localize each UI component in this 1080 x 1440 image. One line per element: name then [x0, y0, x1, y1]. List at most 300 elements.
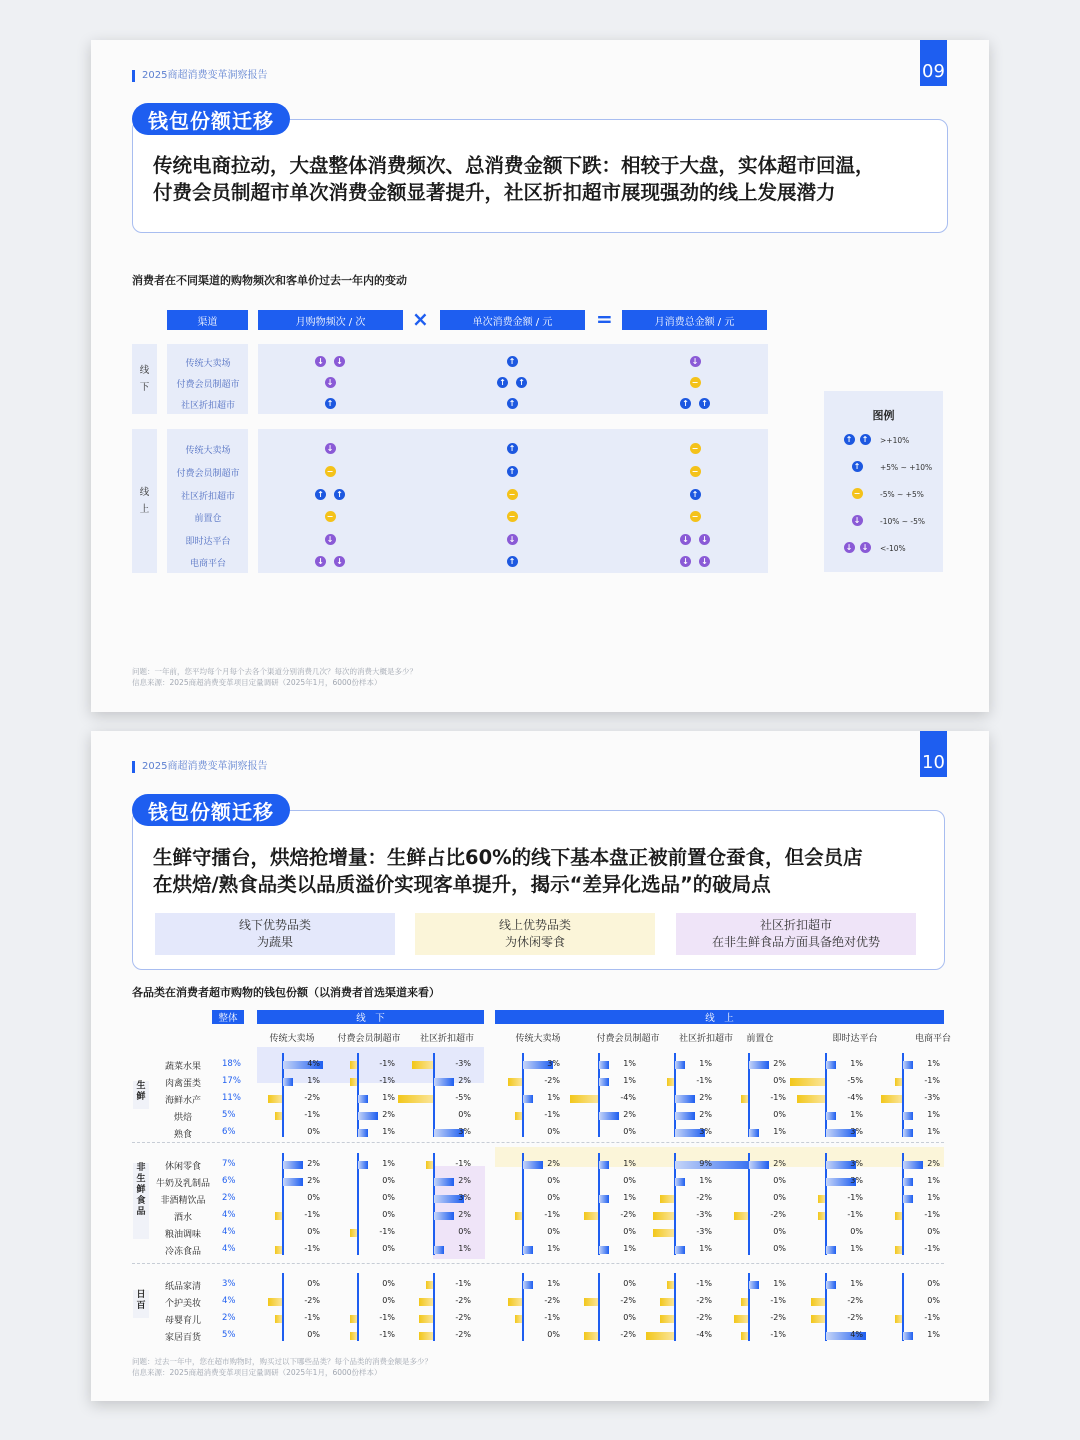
overall-share: 7%	[222, 1159, 236, 1169]
share-change-label: -1%	[379, 1330, 395, 1339]
share-change-label: 0%	[773, 1110, 786, 1119]
share-change-label: 0%	[382, 1279, 395, 1288]
flat-dash-icon: −	[507, 511, 518, 522]
share-change-bar	[881, 1095, 902, 1103]
share-change-bar	[895, 1212, 902, 1220]
share-change-bar	[826, 1061, 836, 1069]
headline-line: 传统电商拉动，大盘整体消费频次、总消费金额下跌：相较于大盘，实体超市回温，	[153, 154, 875, 177]
share-change-bar	[350, 1078, 357, 1086]
arrow-down-icon: ↓	[315, 556, 326, 567]
highlight-box	[676, 913, 916, 955]
share-change-label: -2%	[304, 1296, 320, 1305]
share-change-label: 0%	[773, 1076, 786, 1085]
zero-axis	[902, 1273, 904, 1341]
share-change-label: -2%	[455, 1313, 471, 1322]
section-pill: 钱包份额迁移	[132, 794, 290, 826]
share-change-bar	[434, 1246, 444, 1254]
share-change-bar	[734, 1212, 748, 1220]
zero-axis	[433, 1153, 435, 1255]
share-change-label: 1%	[623, 1059, 636, 1068]
footnote-question: 问题：一年前，您平均每个月每个去各个渠道分别消费几次？每次的消费大概是多少？	[132, 667, 417, 676]
share-change-label: 0%	[458, 1227, 471, 1236]
column-header: 社区折扣超市	[678, 1034, 733, 1044]
share-change-bar	[818, 1195, 825, 1203]
channel-name: 社区折扣超市	[180, 492, 235, 502]
arrow-down-icon: ↓	[325, 377, 336, 388]
share-change-label: 0%	[547, 1193, 560, 1202]
share-change-label: 3%	[850, 1127, 863, 1136]
share-change-label: 0%	[623, 1313, 636, 1322]
category-name: 粮油调味	[164, 1230, 201, 1240]
share-change-bar	[275, 1315, 282, 1323]
share-change-bar	[903, 1129, 913, 1137]
share-change-bar	[660, 1195, 674, 1203]
share-change-label: -1%	[544, 1210, 560, 1219]
share-change-bar	[895, 1078, 902, 1086]
footnote-source: 信息来源：2025商超消费变革项目定量调研（2025年1月，6000份样本）	[132, 678, 382, 687]
share-change-label: -1%	[924, 1076, 940, 1085]
column-header: 前置仓	[746, 1034, 774, 1044]
share-change-bar	[675, 1246, 685, 1254]
category-name: 海鲜水产	[164, 1096, 201, 1106]
share-change-bar	[675, 1061, 685, 1069]
arrow-down-icon: ↓	[334, 356, 345, 367]
arrow-down-icon: ↓	[680, 556, 691, 567]
share-change-bar	[790, 1078, 825, 1086]
share-change-bar	[660, 1298, 674, 1306]
share-change-label: -1%	[379, 1076, 395, 1085]
share-change-label: 3%	[458, 1193, 471, 1202]
offline-header: 线 下	[257, 1010, 484, 1024]
share-change-label: -1%	[847, 1210, 863, 1219]
share-change-label: 4%	[850, 1330, 863, 1339]
share-change-label: 1%	[547, 1244, 560, 1253]
arrow-up-icon: ↑	[516, 377, 527, 388]
share-change-label: 0%	[547, 1330, 560, 1339]
share-change-label: 1%	[773, 1279, 786, 1288]
arrow-down-icon: ↓	[507, 534, 518, 545]
arrow-up-icon: ↑	[680, 398, 691, 409]
online-header: 线 上	[495, 1010, 944, 1024]
share-change-bar	[667, 1281, 674, 1289]
share-change-label: 1%	[927, 1110, 940, 1119]
share-change-bar	[419, 1298, 433, 1306]
overall-share: 3%	[222, 1279, 236, 1289]
share-change-bar	[268, 1095, 282, 1103]
category-name: 冷冻食品	[164, 1247, 201, 1257]
share-change-label: 3%	[850, 1159, 863, 1168]
share-change-bar	[268, 1298, 282, 1306]
share-change-label: 0%	[773, 1176, 786, 1185]
share-change-label: 3%	[699, 1127, 712, 1136]
arrow-up-icon: ↑	[334, 489, 345, 500]
legend-label: >+10%	[880, 436, 910, 445]
flat-dash-icon: −	[507, 489, 518, 500]
share-change-bar	[358, 1161, 368, 1169]
legend	[824, 391, 943, 572]
share-change-bar	[749, 1129, 759, 1137]
share-change-label: -2%	[620, 1296, 636, 1305]
share-change-label: -2%	[544, 1076, 560, 1085]
share-change-label: -4%	[620, 1093, 636, 1102]
share-change-label: -2%	[544, 1296, 560, 1305]
share-change-label: -2%	[847, 1296, 863, 1305]
share-change-label: -1%	[379, 1059, 395, 1068]
overall-share: 4%	[222, 1227, 236, 1237]
channel-name: 传统大卖场	[185, 446, 231, 456]
share-change-label: -1%	[304, 1110, 320, 1119]
report-title: 2025商超消费变革洞察报告	[132, 70, 267, 82]
category-name: 肉禽蛋类	[164, 1079, 201, 1089]
share-change-bar	[903, 1195, 913, 1203]
share-change-bar	[741, 1095, 748, 1103]
category-name: 蔬菜水果	[164, 1062, 201, 1072]
section-pill: 钱包份额迁移	[132, 103, 290, 135]
share-change-bar	[570, 1095, 598, 1103]
share-change-label: -2%	[455, 1296, 471, 1305]
share-change-label: -1%	[924, 1244, 940, 1253]
share-change-bar	[797, 1095, 825, 1103]
legend-label: -10% ~ -5%	[880, 517, 926, 526]
share-change-bar	[275, 1212, 282, 1220]
share-change-label: 2%	[623, 1110, 636, 1119]
share-change-bar	[903, 1178, 913, 1186]
overall-header: 整体	[212, 1010, 244, 1024]
headline-box	[132, 119, 948, 233]
share-change-bar	[741, 1298, 748, 1306]
group-label: 线 下	[139, 365, 150, 393]
share-change-label: 1%	[623, 1244, 636, 1253]
share-change-label: 2%	[699, 1110, 712, 1119]
arrow-down-icon: ↓	[334, 556, 345, 567]
category-name: 个护美妆	[164, 1299, 201, 1309]
arrow-up-icon: ↑	[497, 377, 508, 388]
share-change-bar	[283, 1078, 293, 1086]
highlight-line: 线下优势品类	[238, 918, 311, 932]
category-name: 酒水	[173, 1213, 192, 1223]
share-change-bar	[508, 1078, 522, 1086]
share-change-label: -1%	[379, 1313, 395, 1322]
share-change-label: -3%	[924, 1093, 940, 1102]
column-header: 传统大卖场	[269, 1034, 315, 1044]
share-change-bar	[741, 1332, 748, 1340]
share-change-label: -2%	[696, 1313, 712, 1322]
share-change-bar	[903, 1061, 913, 1069]
share-change-label: -2%	[304, 1093, 320, 1102]
overall-share: 4%	[222, 1244, 236, 1254]
share-change-bar	[426, 1281, 433, 1289]
share-change-label: -2%	[620, 1330, 636, 1339]
channel-name: 付费会员制超市	[176, 469, 240, 479]
arrow-up-icon: ↑	[507, 443, 518, 454]
arrow-up-icon: ↑	[507, 398, 518, 409]
share-change-bar	[667, 1078, 674, 1086]
headline	[153, 152, 933, 206]
channel-name: 即时达平台	[185, 537, 231, 547]
arrow-up-icon: ↑	[315, 489, 326, 500]
share-change-label: -1%	[696, 1076, 712, 1085]
share-change-label: 0%	[307, 1227, 320, 1236]
share-change-label: 0%	[307, 1330, 320, 1339]
share-change-label: 0%	[623, 1279, 636, 1288]
share-change-bar	[426, 1161, 433, 1169]
share-change-bar	[599, 1195, 609, 1203]
zero-axis	[433, 1273, 435, 1341]
column-header: 付费会员制超市	[596, 1034, 660, 1044]
overall-share: 4%	[222, 1296, 236, 1306]
share-change-label: -2%	[696, 1296, 712, 1305]
footnote-source: 信息来源：2025商超消费变革项目定量调研（2025年1月，6000份样本）	[132, 1368, 382, 1377]
share-change-label: 0%	[382, 1296, 395, 1305]
share-change-bar	[508, 1298, 522, 1306]
share-change-bar	[599, 1061, 609, 1069]
share-change-label: 1%	[547, 1279, 560, 1288]
overall-share: 5%	[222, 1110, 236, 1120]
share-change-label: 0%	[547, 1127, 560, 1136]
group-label: 线 上	[139, 487, 150, 515]
share-change-label: 0%	[623, 1127, 636, 1136]
share-change-bar	[419, 1332, 433, 1340]
share-change-bar	[350, 1061, 357, 1069]
arrow-down-icon: ↓	[844, 542, 855, 553]
overall-share: 2%	[222, 1313, 236, 1323]
share-change-label: 0%	[927, 1279, 940, 1288]
share-change-label: -1%	[770, 1093, 786, 1102]
share-change-label: 2%	[458, 1176, 471, 1185]
share-change-label: 1%	[773, 1127, 786, 1136]
footnote	[132, 666, 417, 688]
share-change-bar	[811, 1315, 825, 1323]
arrow-up-icon: ↑	[699, 398, 710, 409]
share-change-label: 2%	[307, 1176, 320, 1185]
share-change-label: -2%	[620, 1210, 636, 1219]
category-name: 家居百货	[164, 1333, 201, 1343]
share-change-label: 0%	[547, 1176, 560, 1185]
share-change-label: 1%	[927, 1193, 940, 1202]
flat-dash-icon: −	[325, 466, 336, 477]
report-title: 2025商超消费变革洞察报告	[132, 761, 267, 773]
share-change-bar	[515, 1315, 522, 1323]
arrow-down-icon: ↓	[699, 556, 710, 567]
highlight-line: 线上优势品类	[498, 918, 571, 932]
share-change-label: -3%	[455, 1059, 471, 1068]
share-change-label: 2%	[307, 1159, 320, 1168]
arrow-up-icon: ↑	[860, 434, 871, 445]
share-change-label: 3%	[547, 1059, 560, 1068]
share-change-bar	[350, 1332, 357, 1340]
overall-share: 17%	[222, 1076, 241, 1086]
share-change-label: -1%	[544, 1110, 560, 1119]
share-change-label: -4%	[696, 1330, 712, 1339]
headline-line: 付费会员制超市单次消费金额显著提升，社区折扣超市展现强劲的线上发展潜力	[153, 181, 836, 204]
share-change-bar	[515, 1212, 522, 1220]
share-change-label: 0%	[547, 1227, 560, 1236]
share-change-label: -5%	[847, 1076, 863, 1085]
share-change-label: 0%	[382, 1244, 395, 1253]
share-change-bar	[358, 1095, 368, 1103]
share-change-bar	[515, 1112, 522, 1120]
highlight-line: 社区折扣超市	[759, 918, 832, 932]
zero-axis	[357, 1273, 359, 1341]
share-change-label: -3%	[696, 1227, 712, 1236]
share-change-label: 2%	[699, 1093, 712, 1102]
share-change-label: 2%	[458, 1210, 471, 1219]
share-change-bar	[818, 1212, 825, 1220]
legend-label: +5% ~ +10%	[880, 463, 933, 472]
arrow-up-icon: ↑	[852, 461, 863, 472]
zero-axis	[674, 1273, 676, 1341]
share-change-bar	[350, 1315, 357, 1323]
share-change-bar	[895, 1315, 902, 1323]
arrow-up-icon: ↑	[507, 466, 518, 477]
share-change-bar	[584, 1332, 598, 1340]
share-change-bar	[350, 1229, 357, 1237]
headline-line: 生鲜守擂台，烘焙抢增量：生鲜占比60%的线下基本盘正被前置仓蚕食，但会员店	[153, 846, 863, 869]
headline-line: 在烘焙/熟食品类以品质溢价实现客单提升，揭示“差异化选品”的破局点	[153, 873, 771, 896]
overall-share: 4%	[222, 1210, 236, 1220]
arrow-down-icon: ↓	[699, 534, 710, 545]
arrow-down-icon: ↓	[325, 443, 336, 454]
flat-dash-icon: −	[690, 377, 701, 388]
arrow-down-icon: ↓	[860, 542, 871, 553]
share-change-label: 9%	[699, 1159, 712, 1168]
share-change-bar	[599, 1161, 609, 1169]
group-separator	[132, 1263, 944, 1264]
share-change-label: 1%	[699, 1059, 712, 1068]
column-header: 付费会员制超市	[337, 1034, 401, 1044]
share-change-label: 1%	[547, 1093, 560, 1102]
category-name: 纸品家清	[164, 1282, 201, 1292]
share-change-bar	[734, 1315, 748, 1323]
share-change-label: -2%	[696, 1193, 712, 1202]
column-header: 社区折扣超市	[419, 1034, 474, 1044]
channel-name: 前置仓	[194, 514, 222, 524]
share-change-label: -1%	[304, 1210, 320, 1219]
channel-name: 付费会员制超市	[176, 380, 240, 390]
share-change-label: 4%	[307, 1059, 320, 1068]
share-change-label: 0%	[307, 1279, 320, 1288]
share-change-label: -1%	[696, 1279, 712, 1288]
channel-name: 社区折扣超市	[180, 401, 235, 411]
share-change-bar	[275, 1112, 282, 1120]
column-header: 月购物频次 / 次	[258, 310, 403, 330]
share-change-label: -1%	[924, 1313, 940, 1322]
share-change-bar	[675, 1178, 685, 1186]
highlight-line: 在非生鲜食品方面具备绝对优势	[711, 935, 880, 949]
share-change-label: 0%	[382, 1193, 395, 1202]
share-change-label: 0%	[382, 1176, 395, 1185]
legend-label: <-10%	[880, 544, 906, 553]
share-change-label: -1%	[847, 1193, 863, 1202]
column-header: 渠道	[167, 310, 248, 330]
share-change-label: 1%	[382, 1127, 395, 1136]
category-name: 熟食	[173, 1130, 192, 1140]
share-change-label: 1%	[458, 1244, 471, 1253]
flat-dash-icon: −	[690, 443, 701, 454]
slide-09	[91, 40, 989, 712]
share-change-label: 0%	[307, 1193, 320, 1202]
share-change-label: 0%	[850, 1227, 863, 1236]
overall-share: 6%	[222, 1176, 236, 1186]
share-change-bar	[584, 1212, 598, 1220]
share-change-label: -1%	[455, 1159, 471, 1168]
share-change-label: 1%	[927, 1127, 940, 1136]
flat-dash-icon: −	[852, 488, 863, 499]
arrow-down-icon: ↓	[315, 356, 326, 367]
share-change-bar	[660, 1315, 674, 1323]
share-change-bar	[523, 1246, 533, 1254]
multiply-operator: ×	[412, 307, 429, 331]
share-change-bar	[419, 1315, 433, 1323]
category-name: 非酒精饮品	[160, 1196, 206, 1206]
share-change-bar	[599, 1078, 609, 1086]
category-name: 牛奶及乳制品	[155, 1179, 210, 1189]
column-header: 电商平台	[914, 1034, 951, 1044]
page-number: 10	[920, 731, 947, 777]
share-change-label: -2%	[770, 1313, 786, 1322]
column-header: 月消费总金额 / 元	[622, 310, 767, 330]
share-change-label: 1%	[699, 1176, 712, 1185]
share-change-bar	[811, 1298, 825, 1306]
share-change-bar	[275, 1246, 282, 1254]
share-change-label: 2%	[927, 1159, 940, 1168]
arrow-down-icon: ↓	[680, 534, 691, 545]
share-change-bar	[653, 1229, 674, 1237]
share-change-label: 1%	[927, 1176, 940, 1185]
share-change-label: -5%	[455, 1093, 471, 1102]
group-label: 日 百	[133, 1290, 149, 1318]
share-change-label: -1%	[770, 1330, 786, 1339]
highlight-line: 为蔬果	[256, 935, 293, 949]
share-change-bar	[895, 1246, 902, 1254]
group-label: 非 生 鲜 食 品	[133, 1163, 149, 1239]
share-change-label: 2%	[547, 1159, 560, 1168]
share-change-label: 0%	[623, 1176, 636, 1185]
channel-name: 电商平台	[189, 559, 226, 569]
share-change-bar	[826, 1112, 836, 1120]
chart-subtitle: 消费者在不同渠道的购物频次和客单价过去一年内的变动	[132, 274, 407, 287]
category-name: 烘焙	[173, 1113, 192, 1123]
arrow-up-icon: ↑	[507, 556, 518, 567]
share-change-label: 0%	[927, 1296, 940, 1305]
share-change-bar	[903, 1332, 913, 1340]
share-change-label: 1%	[927, 1059, 940, 1068]
share-change-bar	[523, 1095, 533, 1103]
share-change-bar	[358, 1129, 368, 1137]
flat-dash-icon: −	[690, 511, 701, 522]
share-change-bar	[903, 1112, 913, 1120]
share-change-label: 0%	[773, 1227, 786, 1236]
overall-share: 11%	[222, 1093, 241, 1103]
flat-dash-icon: −	[325, 511, 336, 522]
share-change-label: 1%	[307, 1076, 320, 1085]
share-change-label: 1%	[850, 1059, 863, 1068]
share-change-label: 1%	[382, 1093, 395, 1102]
overall-share: 6%	[222, 1127, 236, 1137]
share-change-label: 0%	[382, 1210, 395, 1219]
headline-box	[132, 810, 945, 970]
zero-axis	[598, 1273, 600, 1341]
share-change-label: -1%	[924, 1210, 940, 1219]
category-name: 母婴育儿	[164, 1316, 201, 1326]
share-change-label: 1%	[623, 1159, 636, 1168]
share-change-label: 2%	[458, 1076, 471, 1085]
legend-title: 图例	[872, 409, 895, 422]
share-change-label: 1%	[623, 1076, 636, 1085]
arrow-down-icon: ↓	[690, 356, 701, 367]
share-change-bar	[826, 1246, 836, 1254]
channel-name: 传统大卖场	[185, 359, 231, 369]
